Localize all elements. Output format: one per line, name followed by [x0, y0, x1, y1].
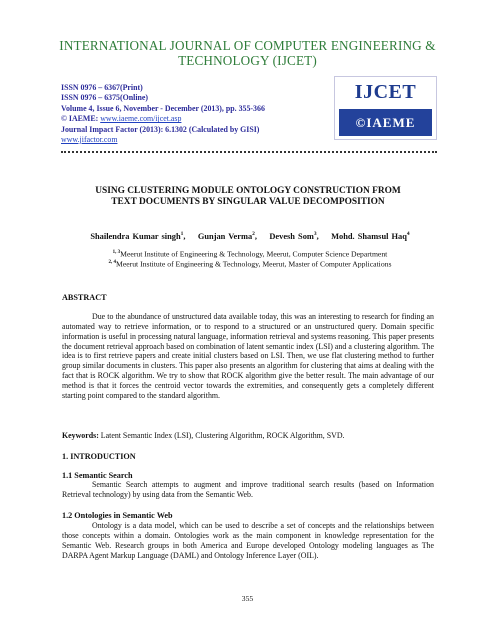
- issn-print: ISSN 0976 – 6367(Print): [61, 83, 143, 92]
- keywords-text: Latent Semantic Index (LSI), Clustering Algorithm, ROCK Algorithm, SVD.: [98, 431, 345, 440]
- author-list: Shailendra Kumar singh$^1$, Gunjan Verma$^2$, Devesh Som$^3$, Mohd. Shamsul Haq$^4$: [90, 231, 410, 241]
- page-number: 355: [241, 594, 254, 603]
- author-sup: 2: [252, 231, 255, 237]
- affiliation-1: [60, 248, 440, 259]
- iaeme-line: [61, 114, 331, 124]
- author-sup: 4: [406, 231, 410, 237]
- iaeme-link[interactable]: www.iaeme.com/ijcet.asp: [100, 114, 182, 124]
- ontologies-heading: 1.2 Ontologies in Semantic Web: [62, 511, 173, 520]
- abstract-heading: ABSTRACT: [62, 293, 107, 302]
- semantic-search-text: Semantic Search attempts to augment and improve traditional search results (based on Information Retrieval technology) by using data from the Semantic Web.: [62, 480, 434, 499]
- author-name: Shailendra Kumar singh: [90, 231, 181, 241]
- journal-title-line1: INTERNATIONAL JOURNAL OF COMPUTER ENGINEERING &: [59, 38, 436, 53]
- affiliation-1-sup: 1, 3: [112, 250, 121, 255]
- author-name: Mohd. Shamsul Haq: [331, 231, 407, 241]
- jifactor-link[interactable]: www.jifactor.com: [61, 135, 118, 145]
- affiliation-2-sup: 2, 4: [108, 260, 116, 265]
- impact-factor: Journal Impact Factor (2013): 6.1302 (Calculated by GISI): [61, 124, 260, 134]
- keywords-label: Keywords:: [62, 431, 99, 440]
- iaeme-prefix: © IAEME:: [61, 114, 101, 124]
- author-name: Devesh Som: [269, 231, 314, 241]
- ijcet-logo: [334, 76, 437, 140]
- introduction-heading: 1. INTRODUCTION: [62, 452, 136, 461]
- author-name: Gunjan Verma: [197, 231, 253, 241]
- affiliation-1-text: Meerut Institute of Engineering & Technology, Meerut, Computer Science Department: [120, 249, 388, 259]
- abstract-text: Due to the abundance of unstructured data available today, this was an interesting to research for finding an automated way to retrieve information, or to respond to a structured or an unstructured query. Domain specific information is useful in processing natural language, information retrieval and systems reasoning. This paper presents the document retrieval approach based on combination of latent semantic index (LSI) and a clustering algorithm. The idea is to first retrieve papers and create initial clusters based on LSI. Then, we use flat clustering method to further group similar documents in clusters. This paper also presents an algorithm for clustering that aims at dealing with the fact that is ROCK algorithm. We try to show that ROCK algorithm give the better result. The main advantage of our method is that it forces the centroid vector towards the extremities, and consequently gets a completely different starting point compared to the standard algorithm.: [62, 312, 434, 400]
- paper-title-line1: USING CLUSTERING MODULE ONTOLOGY CONSTRUCTION FROM: [95, 186, 401, 196]
- journal-title-line2: TECHNOLOGY (IJCET): [178, 53, 317, 68]
- logo-ijcet-text: IJCET: [354, 81, 417, 103]
- ontologies-text: Ontology is a data model, which can be used to describe a set of concepts and the relationships between those concepts within a domain. Ontologies work as the main component in knowledge representation for the Semantic Web. Research groups in both America and Europe developed Ontology modeling languages as The DARPA Agent Markup Language (DAML) and Ontology Inference Layer (OIL).: [62, 521, 434, 560]
- logo-iaeme-text: ©IAEME: [339, 109, 432, 136]
- paper-title-line2: TEXT DOCUMENTS BY SINGULAR VALUE DECOMPOSITION: [111, 197, 385, 208]
- journal-title: [40, 38, 455, 68]
- keywords-line: [62, 431, 434, 440]
- semantic-search-heading: 1.1 Semantic Search: [62, 471, 133, 480]
- paper-title: [62, 186, 434, 209]
- dotted-divider: [61, 151, 437, 153]
- affiliation-2-text: Meerut Institute of Engineering & Technology, Meerut, Master of Computer Applications: [115, 259, 392, 269]
- issn-online: ISSN 0976 – 6375(Online): [61, 93, 149, 103]
- journal-info-block: [61, 83, 331, 145]
- author-sup: 1: [180, 231, 184, 237]
- affiliation-2: [60, 258, 440, 269]
- volume-info: Volume 4, Issue 6, November - December (2013), pp. 355-366: [61, 103, 265, 113]
- author-sup: 3: [313, 231, 317, 237]
